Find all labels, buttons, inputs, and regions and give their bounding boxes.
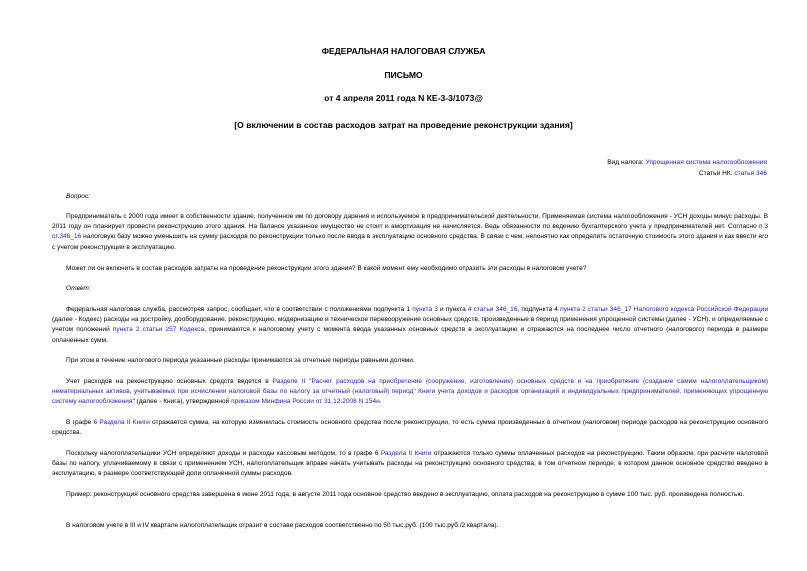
link-p2-st346-17[interactable]: пункта 2 статьи 346_17 [560, 306, 632, 313]
nk-article-link[interactable]: статья 346 [734, 170, 767, 177]
doc-subject: [О включении в состав расходов затрат на проведение реконструкции здания] [234, 120, 573, 130]
link-knigi-b[interactable]: Книги [414, 450, 432, 457]
answer-paragraph-4: В графе 6 Раздела II Книги отражается сумма, на которую изменилась стоимость основного средства после реконструкции, то есть сумма произведенных в отчетном (налоговом) периоде расходов на реконструкцию основного средства. [52, 419, 768, 437]
answer-heading: Ответ: [66, 285, 91, 292]
nk-articles-label: Статьи НК: [698, 170, 735, 177]
closing-paragraph: В налоговом учете в III и IV квартале налогоплательщик отразит в составе расходов соответственно по 50 тыс.руб. (100 тыс.руб./2 квартала). [66, 522, 499, 529]
example-paragraph: Пример: реконструкция основного средства завершена в июне 2011 года, в августе 2011 года основное средство введено в эксплуатацию, оплата расходов на реконструкцию в сумме 100 тыс. руб. произведена полностью. [66, 491, 745, 498]
link-razdel-2-b[interactable]: Раздела II [99, 419, 131, 426]
link-4-st346-16[interactable]: 4 статьи 346_16 [467, 306, 518, 313]
link-kniga-ucheta[interactable]: Книги учета доходов и расходов организаций и индивидуальных предпринимателей, применяющих упрощенную систему налогообложения [52, 388, 768, 406]
question-paragraph-1: Предприниматель с 2000 года имеет в собственности здание, полученное им по договору дарения и используемое в предпринимательской деятельности. Применяемая система налогообложения - УСН доходы минус расходы. В 2011 году он планирует провести реконструкцию этого здания. На балансе указанное имущество не стоит и амортизация не начисляется. Ведь обязанности по ведению бухгалтерского учета у предпринимателей нет. Согласно п.3 ст.346_16 налоговую базу можно уменьшить на сумму расходов по реконструкции только после ввода в эксплуатацию основного средства. В связи с чем, непонятно как определить остаточную стоимость этого здания и как ввести его с учетом реконструкции в эксплуатацию. [52, 213, 768, 251]
tax-type-line [607, 159, 767, 166]
link-knigi[interactable]: Книги [132, 419, 150, 426]
answer-paragraph-2: При этом в течение налогового периода указанные расходы принимаются за отчетные периоды равными долями. [66, 357, 415, 364]
agency-title: ФЕДЕРАЛЬНАЯ НАЛОГОВАЯ СЛУЖБА [321, 46, 486, 56]
doc-date-number: от 4 апреля 2011 года N КЕ-3-3/1073@ [324, 93, 483, 103]
tax-type-link[interactable]: Упрощенная система налогообложения [645, 159, 767, 166]
answer-paragraph-1: Федеральная налоговая служба, рассмотрев запрос, сообщает, что в соответствии с положениями подпункта 1 пункта 3 и пункта 4 статьи 346_16, подпункта 4 пункта 2 статьи 346_17 Налогового кодекса Российской Федерации (далее - Кодекс) расходы на достройку, дооборудование, реконструкцию, модернизацию и техническое перевооружение основных средств, произведенные в период применения упрощенной системы (далее - УСН), и определяемые с учетом положений пункта 2 статьи 257 Кодекса, принимаются к налоговому учету с момента ввода указанных основных средств в эксплуатацию и отражаются на последнее число отчетного (налогового) периода в размере оплаченных сумм. [52, 306, 769, 344]
answer-paragraph-5: Поскольку налогоплательщики УСН определяют доходы и расходы кассовым методом, то в графе 6 Раздела II Книги отражаются только суммы оплаченных расходов на реконструкцию. Таким образом, при расчете налоговой базы по налогу, уплачиваемому в связи с применением УСН, налогоплательщик вправе начать учитывать расходы на реконструкцию основного средства, в том отчетном периоде, в котором данное основное средство введено в эксплуатацию, в размере соответствующей доли оплаченной суммы расходов. [52, 450, 768, 478]
answer-paragraph-3: Учет расходов на реконструкцию основных средств ведется в Разделе II "Расчет расходов на приобретение (сооружение, изготовление) основных средств и на приобретение (создание самим налогоплательщиком) нематериальных активов, учитываемых при исчислении налоговой базы по налогу за отчетный (налоговый) период" Книги учета доходов и расходов организаций и индивидуальных предпринимателей, применяющих упрощенную систему налогообложения" (далее - Книга), утвержденной приказом Минфина России от 31.12.2008 N 154н. [52, 378, 768, 406]
tax-type-label: Вид налога: [607, 159, 646, 166]
link-punkt-3[interactable]: пункта 3 [412, 306, 438, 313]
link-grafa-6[interactable]: 6 [93, 419, 98, 426]
nk-articles-line [699, 170, 767, 177]
link-nk-rf[interactable]: Налогового кодекса Российской Федерации [633, 306, 769, 313]
link-p3-st346-16[interactable]: п.3 ст.346_16 [52, 223, 768, 241]
question-heading: Вопрос: [66, 193, 90, 200]
link-p2-st257[interactable]: пункта 2 статьи 257 Кодекса [112, 326, 205, 334]
link-prikaz-minfin[interactable]: приказом Минфина России от 31.12.2008 N 154н [231, 398, 380, 406]
question-paragraph-2: Может ли он включить в состав расходов затраты на проведение реконструкции этого здания? В какой момент ему необходимо отразить эти расходы в налоговом учете? [66, 265, 587, 272]
link-razdel-2[interactable]: Разделе II "Расчет расходов на приобретение (сооружение, изготовление) основных средств и на приобретение (создание самим налогоплательщиком) нематериальных активов, учитываемых при исчислении налоговой базы по налогу за отчетный (налоговый) период" [52, 378, 768, 396]
doc-type: ПИСЬМО [384, 70, 423, 80]
link-razdel-2-c[interactable]: Раздела II [380, 450, 413, 457]
